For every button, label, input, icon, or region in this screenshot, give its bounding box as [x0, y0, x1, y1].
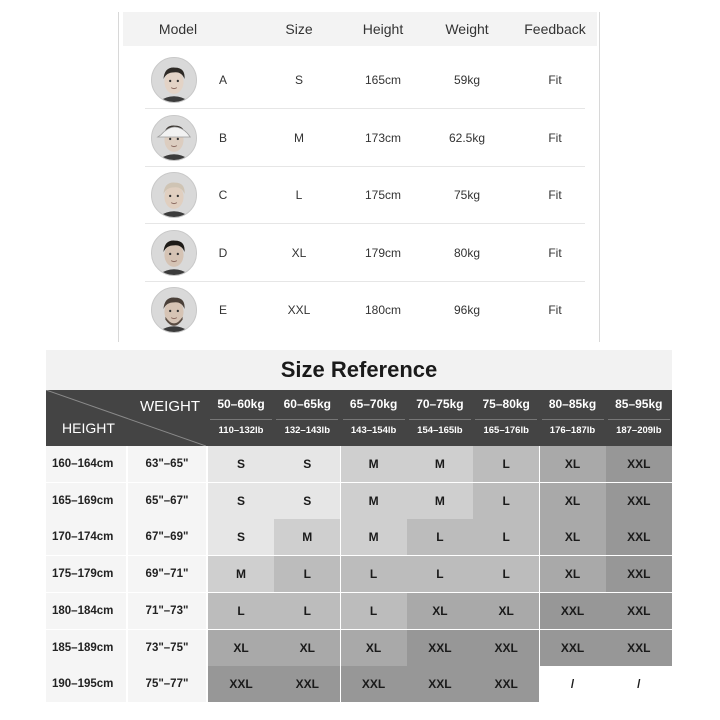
weight-lb-label: 187–209lb: [606, 425, 672, 436]
model-size: S: [294, 73, 304, 87]
size-cell: L: [208, 593, 274, 629]
size-cell: XL: [540, 483, 606, 519]
size-grid-row: [46, 519, 672, 555]
model-row: [123, 282, 597, 339]
size-cell: XXL: [606, 630, 672, 666]
weight-kg-label: 85–95kg: [615, 397, 663, 411]
size-cell: XXL: [606, 593, 672, 629]
size-cell: M: [341, 446, 407, 482]
height-inch-label: 63"–65": [128, 446, 206, 482]
size-reference-title: Size Reference: [46, 350, 672, 390]
height-cm-label: 165–169cm: [46, 483, 126, 519]
model-feedback: Fit: [548, 303, 562, 317]
header-height: Height: [362, 21, 404, 37]
size-cell: L: [473, 446, 539, 482]
size-cell: XXL: [274, 666, 340, 702]
size-cell: /: [540, 666, 606, 702]
height-inch-label: 73"–75": [128, 630, 206, 666]
weight-kg-label: 70–75kg: [416, 397, 464, 411]
header-feedback: Feedback: [524, 21, 586, 37]
size-cell: M: [274, 519, 340, 555]
size-cell: S: [274, 483, 340, 519]
size-cell: XXL: [606, 483, 672, 519]
model-row: [123, 225, 597, 282]
model-height: 175cm: [364, 188, 402, 202]
size-cell: L: [341, 593, 407, 629]
height-cm-label: 185–189cm: [46, 630, 126, 666]
model-avatar: [151, 172, 197, 218]
size-cell: XL: [540, 556, 606, 592]
model-weight: 59kg: [453, 73, 481, 87]
size-cell: M: [407, 483, 473, 519]
size-cell: XXL: [606, 446, 672, 482]
model-height: 180cm: [364, 303, 402, 317]
height-cm-label: 170–174cm: [46, 519, 126, 555]
size-cell: S: [208, 446, 274, 482]
header-weight: Weight: [445, 21, 489, 37]
model-weight: 75kg: [453, 188, 481, 202]
size-cell: S: [208, 519, 274, 555]
model-name: A: [218, 73, 228, 87]
size-grid-row: [46, 483, 672, 519]
model-name: E: [218, 303, 228, 317]
height-cm-label: 180–184cm: [46, 593, 126, 629]
model-row: [123, 52, 597, 109]
weight-lb-label: 110–132lb: [208, 425, 274, 436]
model-avatar: [151, 115, 197, 161]
weight-lb-label: 154–165lb: [407, 425, 473, 436]
model-fit-table: [118, 12, 600, 342]
size-reference-chart: [46, 350, 672, 702]
height-axis-label: HEIGHT: [62, 420, 115, 436]
size-cell: L: [473, 483, 539, 519]
model-avatar: [151, 287, 197, 333]
weight-kg-label: 50–60kg: [217, 397, 265, 411]
size-cell: XXL: [473, 630, 539, 666]
height-cm-label: 160–164cm: [46, 446, 126, 482]
size-grid-row: [46, 593, 672, 629]
size-cell: XXL: [473, 666, 539, 702]
size-cell: XXL: [540, 593, 606, 629]
size-grid-row: [46, 556, 672, 592]
size-grid-row: [46, 446, 672, 482]
size-cell: XL: [407, 593, 473, 629]
model-name: C: [218, 188, 228, 202]
height-inch-label: 75"–77": [128, 666, 206, 702]
size-cell: L: [341, 556, 407, 592]
header-size: Size: [285, 21, 313, 37]
size-cell: XL: [473, 593, 539, 629]
size-cell: M: [208, 556, 274, 592]
size-cell: XXL: [606, 556, 672, 592]
model-row: [123, 110, 597, 167]
size-cell: /: [606, 666, 672, 702]
weight-kg-label: 80–85kg: [548, 397, 597, 411]
size-cell: M: [341, 483, 407, 519]
size-cell: XXL: [208, 666, 274, 702]
model-size: L: [295, 188, 303, 202]
size-cell: S: [208, 483, 274, 519]
model-weight: 62.5kg: [448, 130, 486, 145]
size-cell: L: [274, 593, 340, 629]
size-cell: M: [407, 446, 473, 482]
model-avatar: [151, 57, 197, 103]
height-inch-label: 67"–69": [128, 519, 206, 555]
weight-lb-label: 176–187lb: [540, 425, 606, 436]
size-cell: XL: [540, 446, 606, 482]
weight-lb-label: 143–154lb: [341, 425, 407, 436]
weight-axis-label: WEIGHT: [140, 398, 200, 415]
model-avatar: [151, 230, 197, 276]
weight-kg-label: 65–70kg: [349, 397, 398, 411]
height-cm-label: 175–179cm: [46, 556, 126, 592]
size-cell: S: [274, 446, 340, 482]
size-grid-row: [46, 630, 672, 666]
model-feedback: Fit: [548, 73, 562, 87]
height-inch-label: 69"–71": [128, 556, 206, 592]
size-cell: XXL: [407, 666, 473, 702]
model-row: [123, 167, 597, 224]
size-cell: XL: [274, 630, 340, 666]
size-cell: L: [407, 556, 473, 592]
model-weight: 80kg: [453, 245, 481, 260]
height-cm-label: 190–195cm: [46, 666, 126, 702]
size-cell: XXL: [407, 630, 473, 666]
size-cell: XXL: [341, 666, 407, 702]
size-cell: XL: [208, 630, 274, 666]
model-weight: 96kg: [453, 303, 481, 317]
model-feedback: Fit: [548, 130, 562, 145]
size-cell: XXL: [540, 630, 606, 666]
model-name: D: [218, 245, 228, 260]
model-size: XL: [291, 245, 307, 260]
weight-kg-label: 75–80kg: [482, 397, 530, 411]
model-size: XXL: [287, 303, 311, 317]
size-chart-header: [46, 390, 672, 446]
weight-lb-label: 165–176lb: [473, 425, 539, 436]
model-table-header: [123, 12, 597, 46]
model-size: M: [294, 130, 304, 145]
header-model: Model: [158, 21, 198, 37]
size-cell: XL: [540, 519, 606, 555]
model-height: 179cm: [364, 245, 402, 260]
model-name: B: [218, 130, 228, 145]
size-cell: L: [473, 519, 539, 555]
size-cell: XL: [341, 630, 407, 666]
weight-kg-label: 60–65kg: [283, 397, 331, 411]
size-cell: L: [473, 556, 539, 592]
size-cell: L: [274, 556, 340, 592]
height-inch-label: 65"–67": [128, 483, 206, 519]
height-inch-label: 71"–73": [128, 593, 206, 629]
size-cell: L: [407, 519, 473, 555]
size-cell: XXL: [606, 519, 672, 555]
weight-lb-label: 132–143lb: [274, 425, 340, 436]
model-height: 173cm: [364, 130, 402, 145]
model-feedback: Fit: [548, 245, 562, 260]
size-cell: M: [341, 519, 407, 555]
model-feedback: Fit: [548, 188, 562, 202]
model-height: 165cm: [364, 73, 402, 87]
size-grid-row: [46, 666, 672, 702]
